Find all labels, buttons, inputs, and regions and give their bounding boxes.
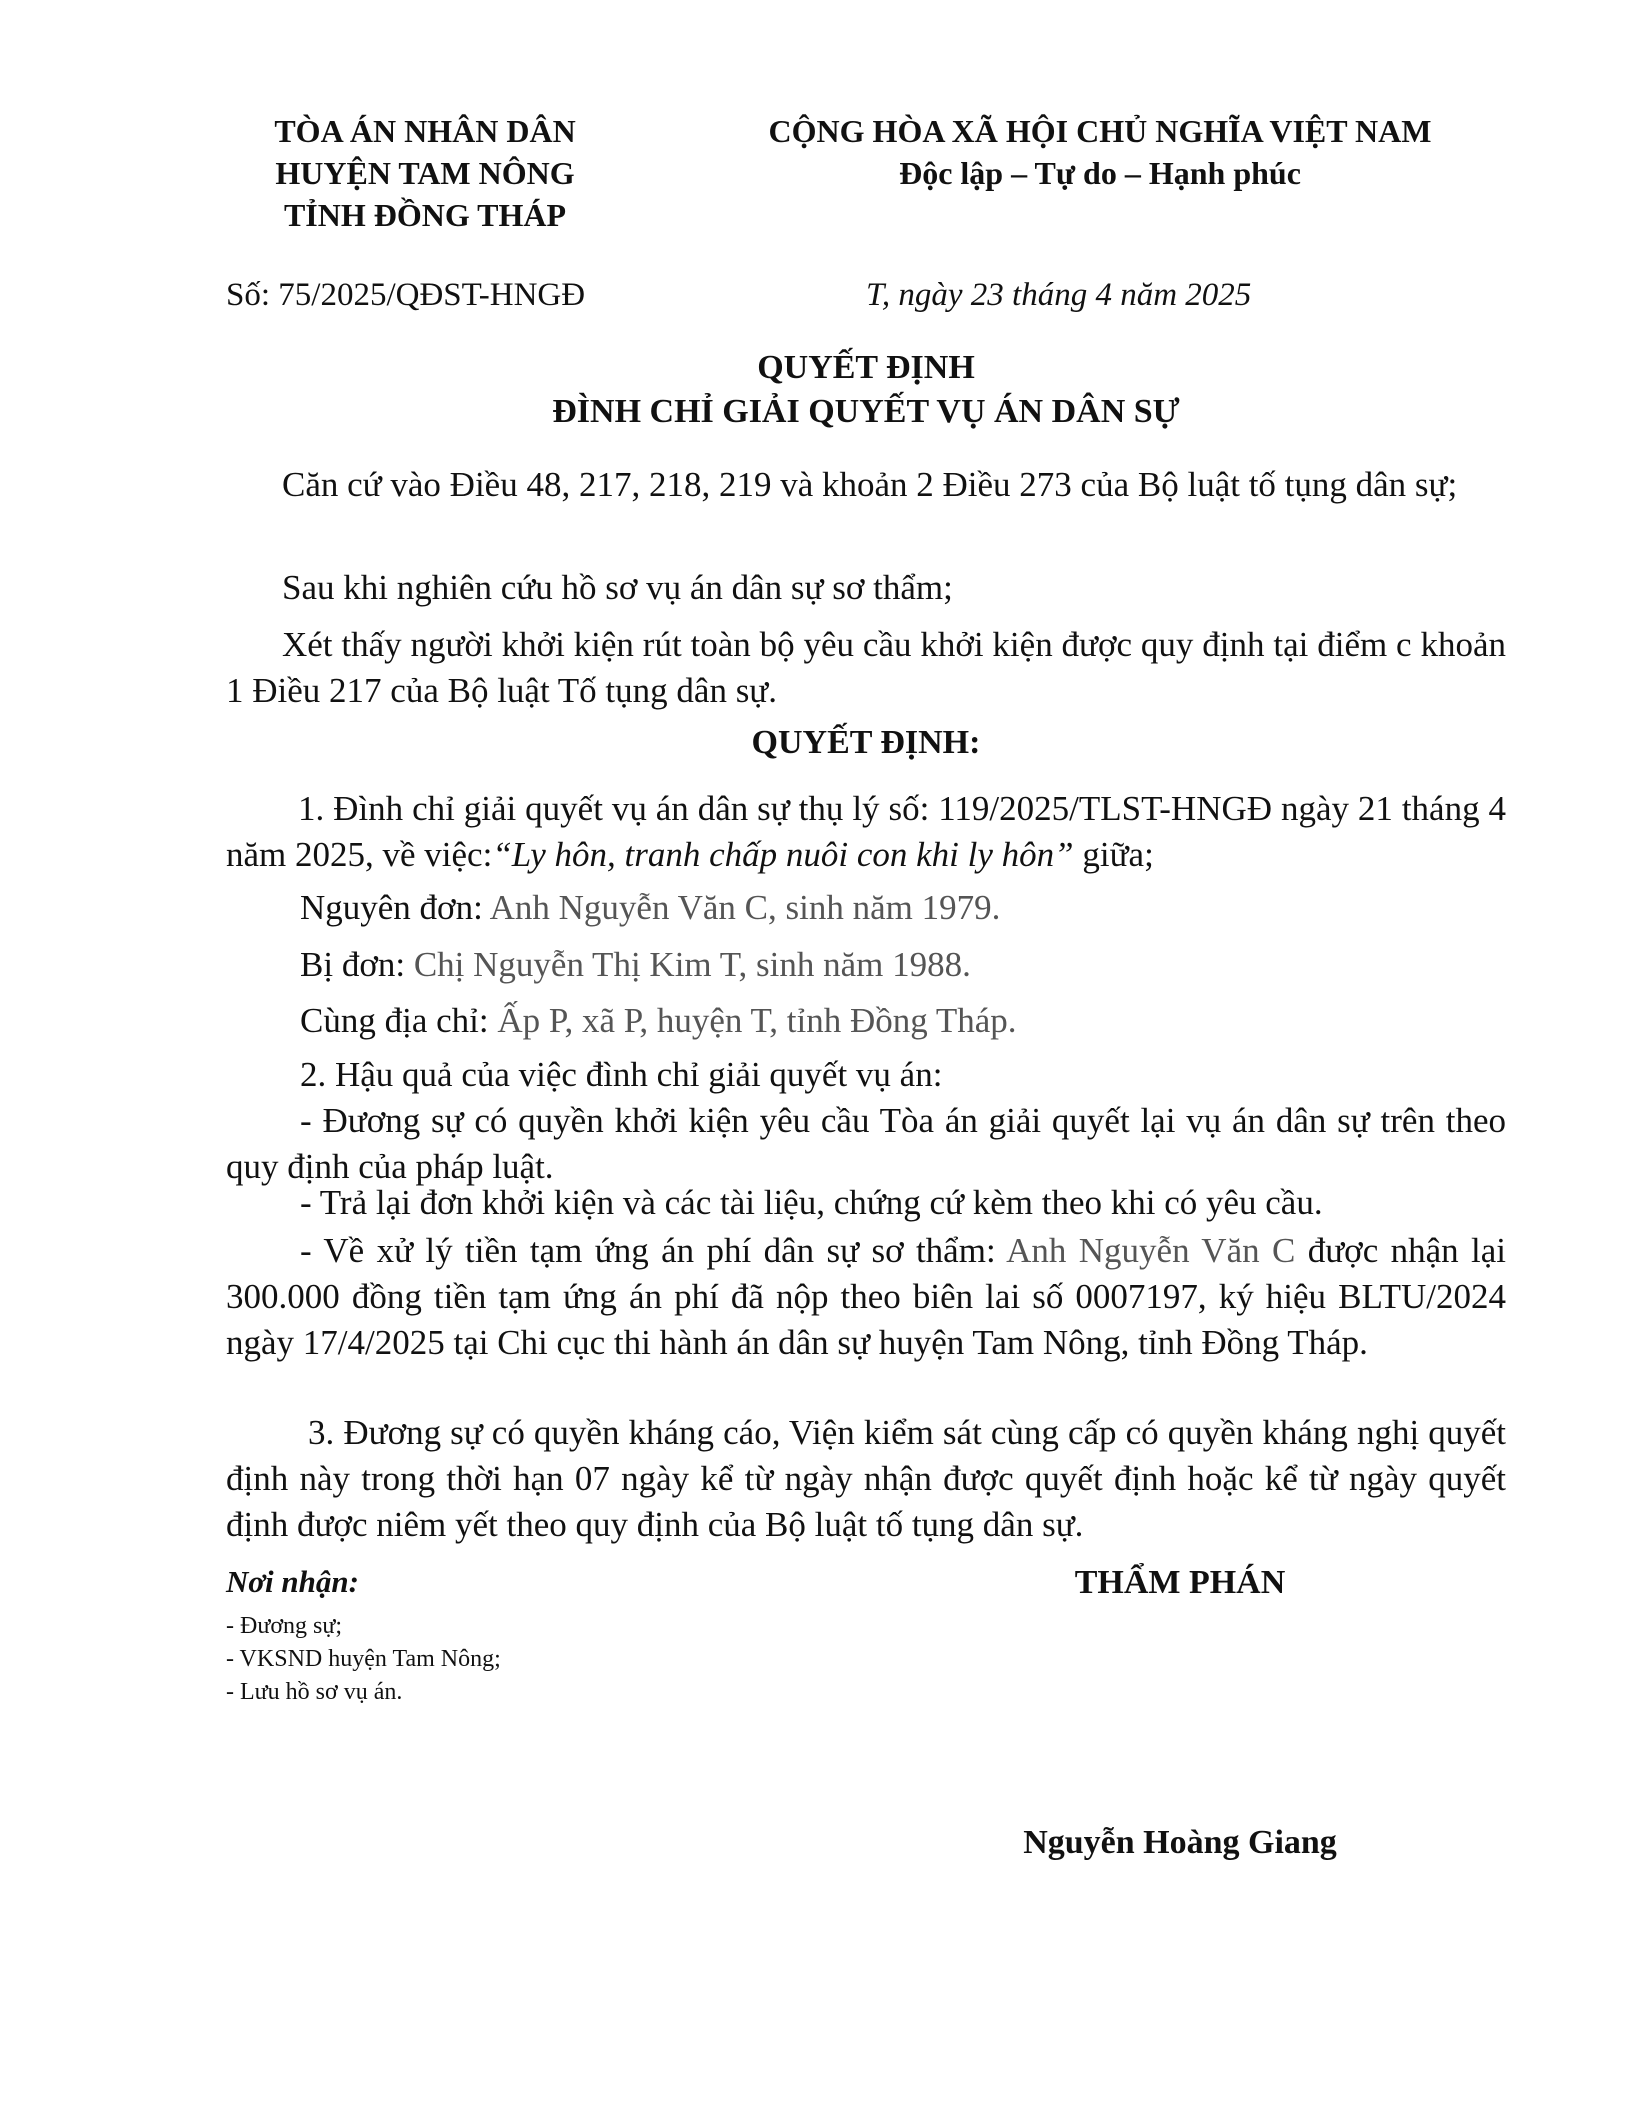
item-3-paragraph: 3. Đương sự có quyền kháng cáo, Viện kiểm sát cùng cấp có quyền kháng nghị quyết định này trong thời hạn 07 ngày kể từ ngày nhận được quyết định hoặc kể từ ngày quyết định được niêm yết theo quy định của Bộ luật tố tụng dân sự. bbox=[226, 1413, 1506, 1544]
recipients-list bbox=[226, 1610, 501, 1709]
document-date: T, ngày 23 tháng 4 năm 2025 bbox=[866, 277, 1252, 313]
item-2-heading: 2. Hậu quả của việc đình chỉ giải quyết vụ án: bbox=[300, 1055, 943, 1094]
signer-name: Nguyễn Hoàng Giang bbox=[1023, 1824, 1337, 1861]
recipients-label: Nơi nhận: bbox=[226, 1564, 359, 1599]
recipient-item: - Đương sự; bbox=[226, 1613, 343, 1639]
title-line-2: ĐÌNH CHỈ GIẢI QUYẾT VỤ ÁN DÂN SỰ bbox=[552, 393, 1180, 430]
title-line-1: QUYẾT ĐỊNH bbox=[757, 349, 975, 386]
bullet-3-name: Anh Nguyễn Văn C bbox=[1006, 1231, 1296, 1270]
defendant-label: Bị đơn: bbox=[300, 945, 414, 984]
item-2-bullet-1: - Đương sự có quyền khởi kiện yêu cầu Tòa án giải quyết lại vụ án dân sự trên theo quy định của pháp luật. bbox=[226, 1101, 1506, 1186]
national-title: CỘNG HÒA XÃ HỘI CHỦ NGHĨA VIỆT NAM bbox=[768, 113, 1432, 149]
preamble-finding: Xét thấy người khởi kiện rút toàn bộ yêu cầu khởi kiện được quy định tại điểm c khoản 1 Điều 217 của Bộ luật Tố tụng dân sự. bbox=[226, 625, 1506, 710]
national-motto: Độc lập – Tự do – Hạnh phúc bbox=[899, 155, 1301, 191]
plaintiff-value: Anh Nguyễn Văn C, sinh năm 1979. bbox=[489, 888, 1001, 927]
bullet-3-tail: được nhận lại 300.000 đồng tiền tạm ứng án phí đã nộp theo biên lai số 0007197, ký hiệu BLTU/2024 ngày 17/4/2025 tại Chi cục thi hành án dân sự huyện Tam Nông, tỉnh Đồng Tháp. bbox=[226, 1231, 1506, 1362]
document-title bbox=[226, 346, 1506, 434]
bullet-3-text: - Về xử lý tiền tạm ứng án phí dân sự sơ thẩm: bbox=[300, 1231, 1007, 1270]
item-1-tail: giữa; bbox=[1073, 835, 1154, 874]
plaintiff-label: Nguyên đơn: bbox=[300, 888, 490, 927]
court-district-line: HUYỆN TAM NÔNG bbox=[275, 155, 575, 191]
decision-heading: QUYẾT ĐỊNH: bbox=[751, 724, 981, 761]
address-value: Ấp P, xã P, huyện T, tỉnh Đồng Tháp. bbox=[497, 1001, 1017, 1040]
case-name: “Ly hôn, tranh chấp nuôi con khi ly hôn” bbox=[492, 835, 1074, 874]
address-line bbox=[300, 998, 1017, 1044]
preamble-basis: Căn cứ vào Điều 48, 217, 218, 219 và khoản 2 Điều 273 của Bộ luật tố tụng dân sự; bbox=[282, 465, 1458, 504]
court-name-line: TÒA ÁN NHÂN DÂN bbox=[274, 113, 576, 149]
preamble-review: Sau khi nghiên cứu hồ sơ vụ án dân sự sơ thẩm; bbox=[282, 568, 953, 607]
signer-title: THẨM PHÁN bbox=[1074, 1564, 1286, 1601]
address-label: Cùng địa chỉ: bbox=[300, 1001, 498, 1040]
court-header bbox=[195, 110, 655, 236]
item-2-bullet-2: - Trả lại đơn khởi kiện và các tài liệu, chứng cứ kèm theo khi có yêu cầu. bbox=[300, 1183, 1323, 1222]
item-2-bullet-3 bbox=[226, 1228, 1506, 1366]
document-number: Số: 75/2025/QĐST-HNGĐ bbox=[226, 277, 586, 313]
plaintiff-line bbox=[300, 885, 1000, 931]
item-1-paragraph bbox=[226, 786, 1506, 878]
defendant-line bbox=[300, 942, 971, 988]
national-header bbox=[740, 110, 1460, 194]
defendant-value: Chị Nguyễn Thị Kim T, sinh năm 1988. bbox=[413, 945, 971, 984]
recipient-item: - VKSND huyện Tam Nông; bbox=[226, 1646, 501, 1672]
recipient-item: - Lưu hồ sơ vụ án. bbox=[226, 1679, 403, 1705]
court-province-line: TỈNH ĐỒNG THÁP bbox=[283, 197, 567, 233]
item-1-text: 1. Đình chỉ giải quyết vụ án dân sự thụ lý số: 119/2025/TLST-HNGĐ ngày 21 tháng 4 năm 2025, về việc: bbox=[226, 789, 1506, 874]
